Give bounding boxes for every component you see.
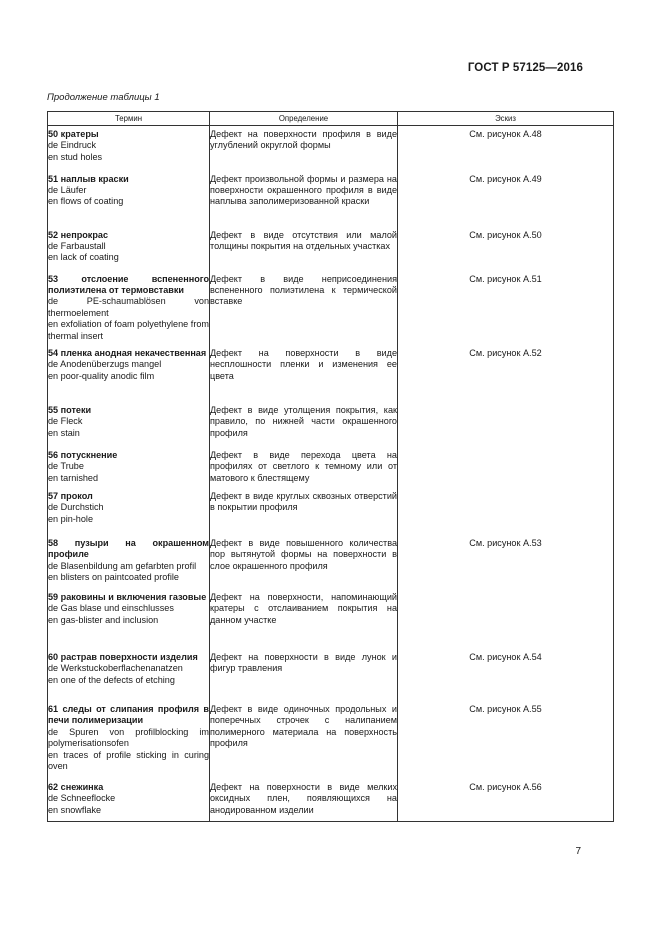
term-ru-text: пузыри на окрашенном профиле — [48, 537, 209, 560]
term-de: de Farbaustall — [48, 240, 106, 251]
table-header-row — [48, 112, 614, 126]
sketch-cell: См. рисунок А.48 — [398, 126, 614, 170]
term-en: en pin-hole — [48, 513, 93, 524]
term-number: 56 — [48, 449, 59, 460]
term-de: de Blasenbildung am gefarbten profil — [48, 560, 197, 571]
term-number: 55 — [48, 404, 59, 415]
term-en: en stud holes — [48, 151, 103, 162]
term-ru — [48, 491, 209, 502]
term-en: en lack of coating — [48, 252, 119, 263]
term-ru — [48, 592, 209, 603]
terms-table — [47, 111, 614, 822]
sketch-cell: См. рисунок А.49 — [398, 170, 614, 226]
definition-cell: Дефект в виде неприсоединения вспененного полиэтилена к термической вставке — [210, 271, 398, 342]
definition-cell: Дефект произвольной формы и размера на поверхности окрашенного профиля в виде наплыва заполимеризованной краски — [210, 170, 398, 226]
term-ru — [48, 174, 209, 185]
term-ru — [48, 129, 209, 140]
term-cell — [48, 444, 210, 486]
term-de: de Durchstich — [48, 502, 104, 513]
term-number: 62 — [48, 781, 59, 792]
term-cell — [48, 588, 210, 647]
sketch-cell: См. рисунок А.50 — [398, 226, 614, 271]
definition-cell: Дефект в виде повышенного количества пор вытянутой формы на поверхности в слое окрашенного профиля — [210, 533, 398, 588]
term-ru-text: следы от слипания профиля в печи полимеризации — [48, 703, 210, 726]
sketch-cell: См. рисунок А.53 — [398, 533, 614, 588]
definition-cell: Дефект в виде перехода цвета на профилях от светлого к темному или от матового к блестящему — [210, 444, 398, 486]
term-ru-text: потеки — [60, 404, 92, 415]
sketch-cell — [398, 486, 614, 533]
term-ru — [48, 652, 209, 663]
term-number: 54 — [48, 347, 59, 358]
table-row — [48, 271, 614, 342]
term-de: de Spuren von profilblocking im polymerisationsofen — [48, 726, 209, 749]
term-de: de Schneeflocke — [48, 793, 116, 804]
table-row — [48, 699, 614, 777]
table-row — [48, 777, 614, 822]
sketch-cell: См. рисунок А.51 — [398, 271, 614, 342]
sketch-cell — [398, 588, 614, 647]
sketch-cell: См. рисунок А.54 — [398, 647, 614, 699]
table-row — [48, 226, 614, 271]
standard-code: ГОСТ Р 57125—2016 — [467, 62, 583, 74]
table-body — [48, 126, 614, 822]
table-row — [48, 444, 614, 486]
term-cell — [48, 170, 210, 226]
term-number: 51 — [48, 173, 59, 184]
term-en: en snowflake — [48, 804, 102, 815]
term-ru — [48, 538, 209, 561]
term-en: en traces of profile sticking in curing oven — [48, 749, 209, 771]
term-cell — [48, 647, 210, 699]
term-cell — [48, 399, 210, 444]
term-ru — [48, 405, 209, 416]
term-number: 53 — [48, 273, 59, 284]
term-en: en tarnished — [48, 472, 99, 483]
table-row — [48, 486, 614, 533]
sketch-cell — [398, 399, 614, 444]
term-de: de Fleck — [48, 416, 83, 427]
definition-cell: Дефект в виде утолщения покрытия, как правило, по нижней части окрашенного профиля — [210, 399, 398, 444]
term-ru-text: отслоение вспененного полиэтилена от термовставки — [48, 273, 209, 295]
table-row — [48, 126, 614, 170]
term-ru-text: потускнение — [60, 449, 118, 460]
definition-cell: Дефект на поверхности профиля в виде углублений округлой формы — [210, 126, 398, 170]
sketch-cell: См. рисунок А.56 — [398, 777, 614, 822]
term-ru-text: непрокрас — [60, 229, 109, 240]
term-de: de Läufer — [48, 184, 87, 195]
term-ru-text: наплыв краски — [60, 173, 129, 184]
term-de: de Gas blase und einschlusses — [48, 603, 174, 614]
term-ru — [48, 450, 209, 461]
definition-cell: Дефект на поверхности в виде лунок и фигур травления — [210, 647, 398, 699]
term-en: en flows of coating — [48, 196, 124, 207]
term-en: en one of the defects of etching — [48, 674, 175, 685]
term-cell — [48, 777, 210, 822]
term-de: de Eindruck — [48, 140, 97, 151]
term-number: 58 — [48, 537, 59, 548]
sketch-cell: См. рисунок А.52 — [398, 342, 614, 399]
definition-cell: Дефект в виде круглых сквозных отверстий в покрытии профиля — [210, 486, 398, 533]
term-ru — [48, 782, 209, 793]
definition-cell: Дефект на поверхности в виде несплошности пленки и изменения ее цвета — [210, 342, 398, 399]
term-ru-text: снежинка — [60, 781, 104, 792]
table-row — [48, 399, 614, 444]
term-ru-text: растрав поверхности изделия — [60, 651, 198, 662]
term-ru-text: раковины и включения газовые — [60, 591, 207, 602]
sketch-cell — [398, 444, 614, 486]
term-ru-text: кратеры — [60, 129, 99, 139]
term-de: de Anodenüberzugs mangel — [48, 359, 162, 370]
term-de: de Werkstuckoberflachenanatzen — [48, 663, 183, 674]
term-number: 61 — [48, 703, 59, 714]
term-en: en stain — [48, 427, 80, 438]
table-row — [48, 342, 614, 399]
table-row — [48, 588, 614, 647]
term-ru-text: пленка анодная некачественная — [60, 347, 207, 358]
term-ru — [48, 230, 209, 241]
term-cell — [48, 342, 210, 399]
term-en: en exfoliation of foam polyethylene from thermal insert — [48, 319, 209, 341]
definition-cell: Дефект в виде отсутствия или малой толщины покрытия на отдельных участках — [210, 226, 398, 271]
term-ru-text: прокол — [60, 490, 93, 501]
term-number: 57 — [48, 490, 59, 501]
table-caption: Продолжение таблицы 1 — [47, 92, 160, 103]
definition-cell: Дефект на поверхности в виде мелких оксидных плен, появляющихся на анодированном изделии — [210, 777, 398, 822]
column-header-term: Термин — [48, 112, 210, 126]
term-number: 59 — [48, 591, 59, 602]
definition-cell: Дефект на поверхности, напоминающий кратеры с отслаиванием покрытия на данном участке — [210, 588, 398, 647]
term-number: 52 — [48, 229, 59, 240]
column-header-definition: Определение — [210, 112, 398, 126]
term-number: 50 — [48, 129, 59, 139]
term-number: 60 — [48, 651, 59, 662]
definition-cell: Дефект в виде одиночных продольных и поперечных строчек с налипанием полимерного материала на поверхность профиля — [210, 699, 398, 777]
sketch-cell: См. рисунок А.55 — [398, 699, 614, 777]
term-de: de PE-schaumablösen von thermoelement — [48, 296, 209, 318]
column-header-sketch: Эскиз — [398, 112, 614, 126]
table-row — [48, 647, 614, 699]
term-ru — [48, 348, 209, 359]
term-en: en blisters on paintcoated profile — [48, 572, 179, 583]
term-en: en poor-quality anodic film — [48, 370, 155, 381]
term-cell — [48, 533, 210, 588]
term-cell — [48, 699, 210, 777]
term-de: de Trube — [48, 461, 84, 472]
table-row — [48, 533, 614, 588]
term-ru — [48, 704, 209, 727]
page-number: 7 — [575, 846, 581, 857]
table-row — [48, 170, 614, 226]
term-cell — [48, 486, 210, 533]
term-en: en gas-blister and inclusion — [48, 614, 159, 625]
term-cell — [48, 126, 210, 170]
term-cell — [48, 226, 210, 271]
term-cell — [48, 271, 210, 342]
term-ru — [48, 274, 209, 297]
